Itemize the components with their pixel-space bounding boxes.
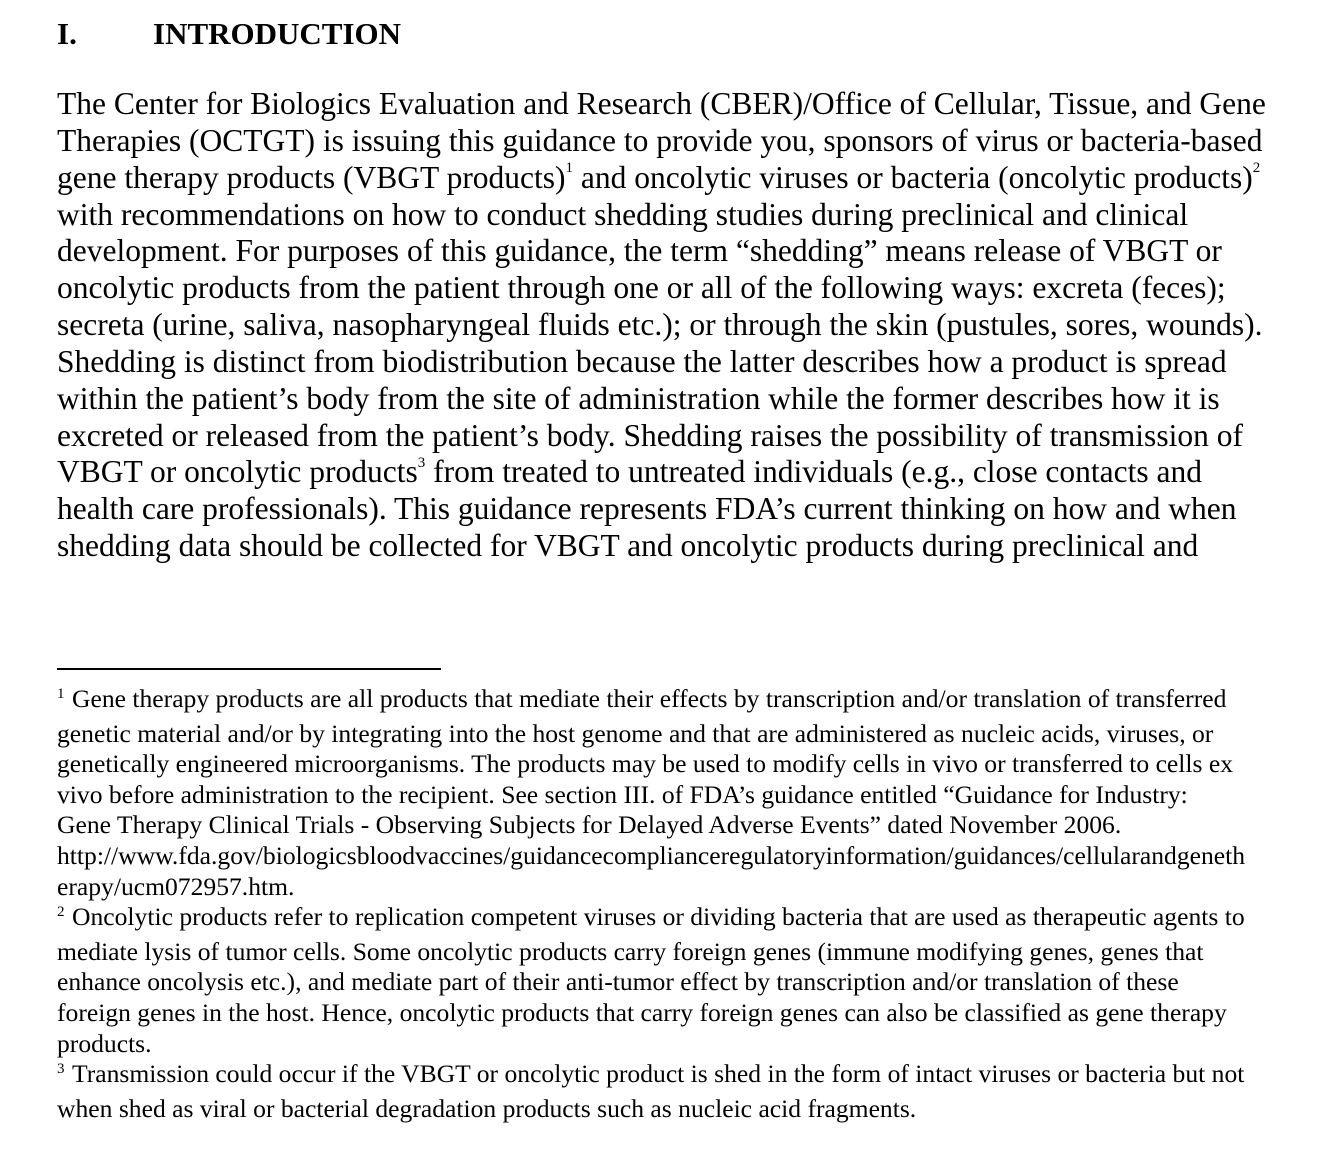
footnote-line: products. [57,1028,152,1058]
footnote-line [57,1059,1317,1094]
footnote-line: when shed as viral or bacterial degradation products such as nucleic acid fragments. [57,1093,917,1123]
footnote-url-line[interactable]: erapy/ucm072957.htm. [57,871,295,901]
footnote-text: Oncolytic products refer to replication competent viruses or dividing bacteria that are used as therapeutic agents to [72,902,1245,932]
paragraph-line: development. For purposes of this guidance, the term “shedding” means release of VBGT or [57,233,1222,269]
footnote-text: Gene therapy products are all products that mediate their effects by transcription and/or translation of transferred [72,684,1227,713]
line-text: gene therapy products (VBGT products) [57,159,566,195]
footnote-marker: 1 [57,686,65,702]
footnote-line: vivo before administration to the recipient. See section III. of FDA’s guidance entitled “Guidance for Industry: [57,779,1188,809]
footnote-line: enhance oncolysis etc.), and mediate part of their anti-tumor effect by transcription and/or translation of these [57,967,1179,997]
footnote-line: genetic material and/or by integrating into the host genome and that are administered as nucleic acids, viruses, or [57,718,1214,748]
footnotes [57,684,1317,1124]
footnote-line [57,684,1317,719]
paragraph-line: Therapies (OCTGT) is issuing this guidance to provide you, sponsors of virus or bacteria-based [57,122,1263,158]
footnote-separator [57,668,441,670]
footnote-reference-2[interactable]: 2 [1252,160,1261,177]
footnote-url-line[interactable]: http://www.fda.gov/biologicsbloodvaccines/guidancecomplianceregulatoryinformation/guidances/cellularandgeneth [57,840,1246,870]
body-paragraph [57,86,1307,565]
paragraph-line [57,160,1307,197]
paragraph-line [57,454,1307,491]
footnote-line [57,902,1317,937]
section-number: I. [57,16,77,51]
footnote-3 [57,1059,1317,1124]
footnote-reference-1[interactable]: 1 [565,160,574,177]
footnote-text: Transmission could occur if the VBGT or oncolytic product is shed in the form of intact viruses or bacteria but not [72,1059,1245,1089]
footnote-line: mediate lysis of tumor cells. Some oncolytic products carry foreign genes (immune modifying genes, genes that [57,936,1204,966]
paragraph-line: Shedding is distinct from biodistribution because the latter describes how a product is spread [57,343,1227,379]
footnote-marker: 2 [57,904,65,921]
footnote-marker: 3 [57,1061,65,1078]
paragraph-line: excreted or released from the patient’s body. Shedding raises the possibility of transmission of [57,417,1243,453]
line-text: VBGT or oncolytic products [57,454,418,490]
paragraph-line: within the patient’s body from the site of administration while the former describes how it is [57,380,1220,416]
line-text: from treated to untreated individuals (e.g., close contacts and [425,454,1202,490]
footnote-line: foreign genes in the host. Hence, oncolytic products that carry foreign genes can also be classified as gene therapy [57,997,1227,1027]
footnote-2 [57,902,1317,1059]
paragraph-line: secreta (urine, saliva, nasopharyngeal fluids etc.); or through the skin (pustules, sores, wounds). [57,307,1263,343]
line-text: and oncolytic viruses or bacteria (oncolytic products) [573,159,1253,195]
paragraph-line: shedding data should be collected for VBGT and oncolytic products during preclinical and [57,528,1199,564]
footnote-line: Gene Therapy Clinical Trials - Observing Subjects for Delayed Adverse Events” dated November 2006. [57,810,1122,840]
paragraph-line: oncolytic products from the patient through one or all of the following ways: excreta (feces); [57,270,1226,306]
section-title: INTRODUCTION [153,16,402,51]
section-heading [57,14,401,54]
footnote-reference-3[interactable]: 3 [417,454,426,471]
paragraph-line: The Center for Biologics Evaluation and Research (CBER)/Office of Cellular, Tissue, and Gene [57,86,1266,121]
paragraph-line: with recommendations on how to conduct shedding studies during preclinical and clinical [57,196,1189,232]
paragraph-line: health care professionals). This guidance represents FDA’s current thinking on how and when [57,491,1237,527]
footnote-line: genetically engineered microorganisms. The products may be used to modify cells in vivo or transferred to cells ex [57,749,1234,779]
footnote-1 [57,684,1317,902]
